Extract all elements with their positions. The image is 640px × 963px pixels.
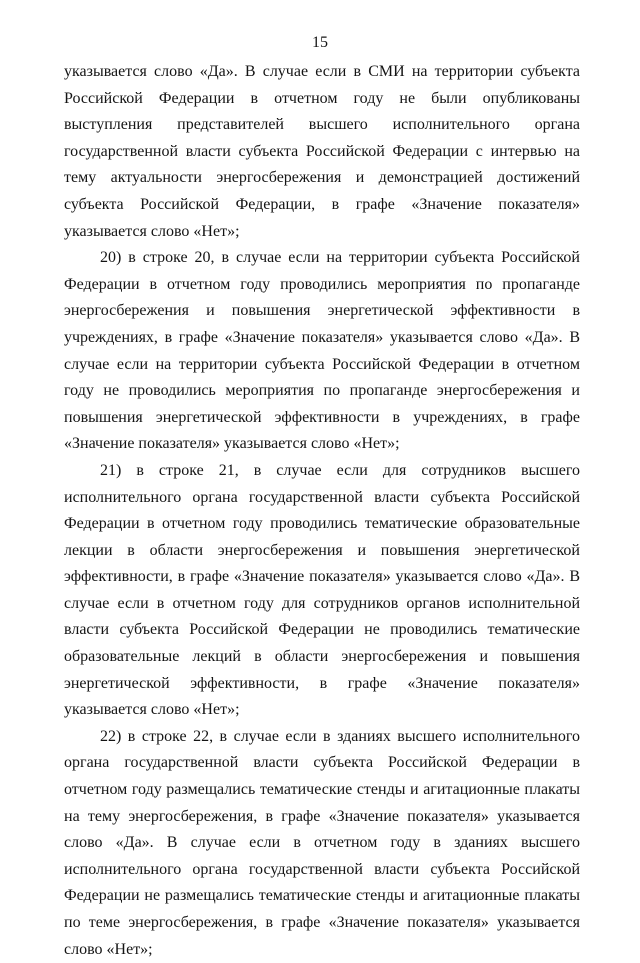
paragraph-item-21: 21) в строке 21, в случае если для сотрудников высшего исполнительного органа государственной власти субъекта Российской Федерации в отчетном году проводились тематические образовательные лекции в области энергосбережения и повышения энергетической эффективности, в графе «Значение показателя» указывается слово «Да». В случае если в отчетном году для сотрудников органов исполнительной власти субъекта Российской Федерации не проводились тематические образовательные лекций в области энергосбережения и повышения энергетической эффективности, в графе «Значение показателя» указывается слово «Нет»;: [64, 461, 580, 719]
paragraph-item-20: 20) в строке 20, в случае если на территории субъекта Российской Федерации в отчетном году проводились мероприятия по пропаганде энергосбережения и повышения энергетической эффективности в учреждениях, в графе «Значение показателя» указывается слово «Да». В случае если на территории субъекта Российской Федерации в отчетном году не проводились мероприятия по пропаганде энергосбережения и повышения энергетической эффективности в учреждениях, в графе «Значение показателя» указывается слово «Нет»;: [64, 249, 580, 453]
document-body: [64, 59, 580, 963]
page-number: 15: [312, 34, 328, 51]
paragraph-continuation: указывается слово «Да». В случае если в СМИ на территории субъекта Российской Федерации в отчетном году не были опубликованы выступления представителей высшего исполнительного органа государственной власти субъекта Российской Федерации с интервью на тему актуальности энергосбережения и демонстрацией достижений субъекта Российской Федерации, в графе «Значение показателя» указывается слово «Нет»;: [64, 63, 580, 240]
paragraph-item-22: 22) в строке 22, в случае если в зданиях высшего исполнительного органа государственной власти субъекта Российской Федерации в отчетном году размещались тематические стенды и агитационные плакаты на тему энергосбережения, в графе «Значение показателя» указывается слово «Да». В случае если в отчетном году в зданиях высшего исполнительного органа государственной власти субъекта Российской Федерации не размещались тематические стенды и агитационные плакаты по теме энергосбережения, в графе «Значение показателя» указывается слово «Нет»;: [64, 727, 580, 958]
